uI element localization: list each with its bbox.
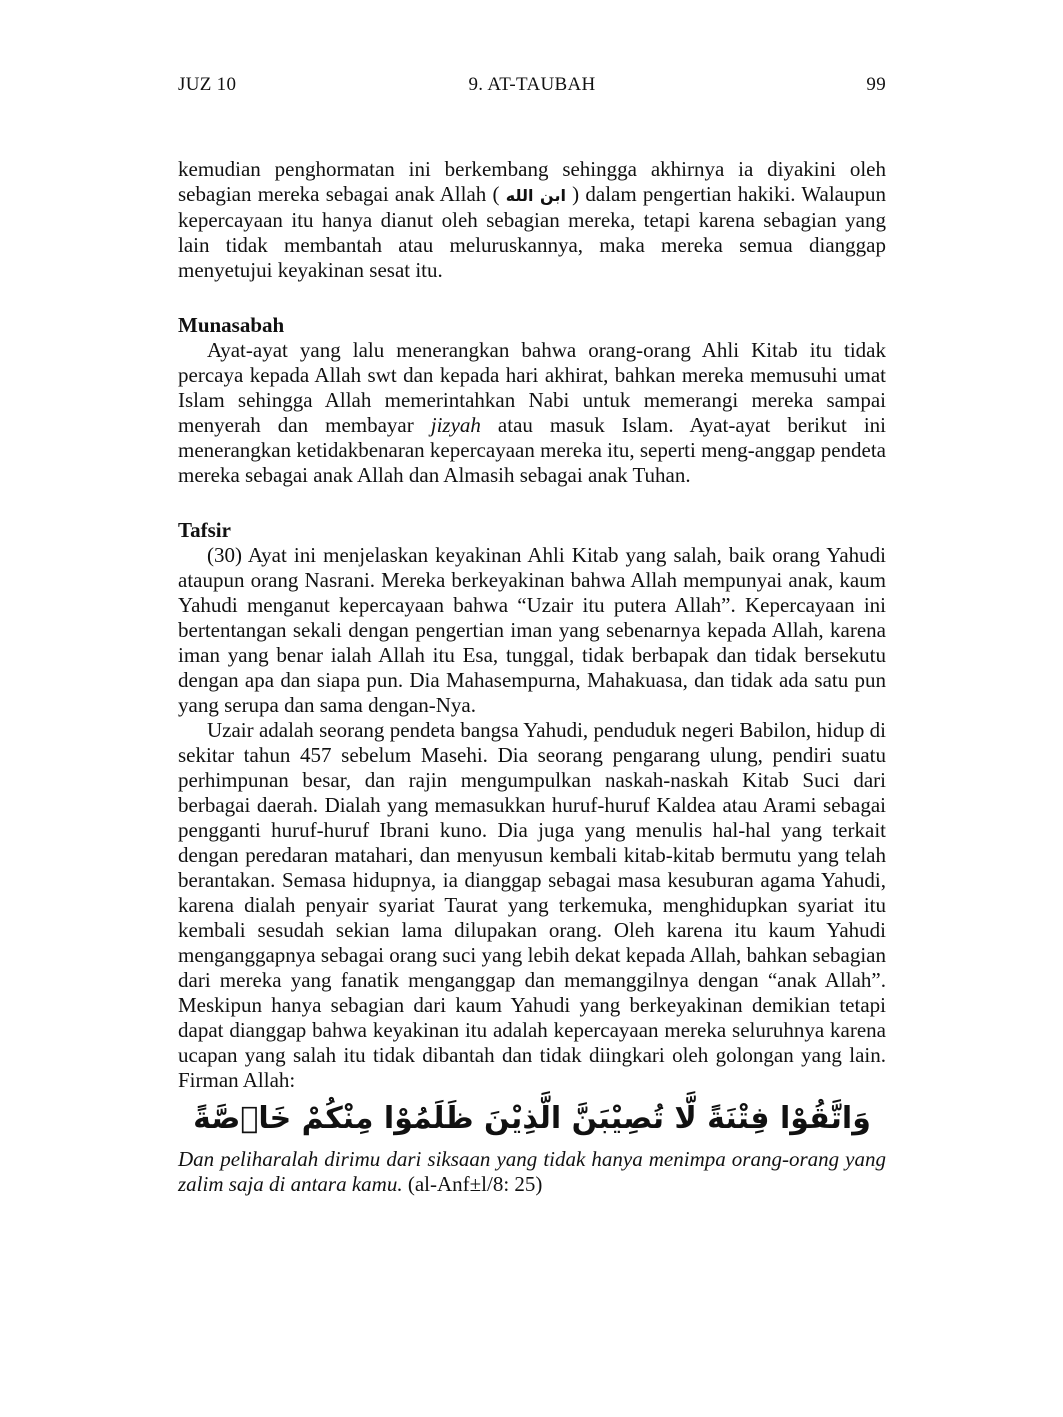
- intro-text-start: kemudian penghormatan ini berkembang sehingga akhirnya ia diyakini oleh sebagian mereka sebagai anak Allah (: [178, 157, 886, 206]
- page-body: [178, 157, 886, 1197]
- juz-label: JUZ 10: [178, 74, 237, 95]
- page-number: 99: [866, 74, 886, 95]
- munasabah-text-end: atau masuk Islam. Ayat-ayat berikut ini menerangkan ketidakbenaran kepercayaan mereka itu, seperti meng-anggap pendeta mereka sebagai anak Allah dan Almasih sebagai anak Tuhan.: [178, 413, 886, 487]
- intro-text-end: ) dalam pengertian hakiki. Walaupun kepercayaan itu hanya dianut oleh sebagian mereka, tetapi karena sebagian yang lain tidak membantah atau meluruskannya, maka mereka semua dianggap menyetujui keyakinan sesat itu.: [178, 182, 887, 282]
- verse-translation: [178, 1147, 886, 1197]
- surah-title: 9. AT-TAUBAH: [468, 74, 596, 95]
- munasabah-paragraph: [178, 338, 886, 488]
- jizyah-term: jizyah: [430, 413, 481, 437]
- tafsir-heading: Tafsir: [178, 518, 231, 542]
- verse-translation-text: Dan peliharalah dirimu dari siksaan yang tidak hanya menimpa orang-orang yang zalim saja di antara kamu.: [178, 1147, 886, 1196]
- quran-verse-arabic: وَاتَّقُوْا فِتْنَةً لَّا تُصِيْبَنَّ الَّذِيْنَ ظَلَمُوْا مِنْكُمْ خَاۤصَّةً: [193, 1101, 871, 1136]
- page-header: [178, 74, 886, 102]
- arabic-term-ibn-allah: ابن الله: [505, 186, 566, 205]
- verse-reference: (al-Anf±l/8: 25): [407, 1172, 543, 1196]
- munasabah-heading: Munasabah: [178, 313, 285, 337]
- tafsir-paragraph-2: Uzair adalah seorang pendeta bangsa Yahudi, penduduk negeri Babilon, hidup di sekitar tahun 457 sebelum Masehi. Dia seorang pengarang ulung, pendiri suatu perhimpunan besar, dan rajin mengumpulkan naskah-naskah Kitab Suci dari berbagai daerah. Dialah yang memasukkan huruf-huruf Kaldea atau Arami sebagai pengganti huruf-huruf Ibrani kuno. Dia juga yang menulis hal-hal yang terkait dengan peredaran matahari, dan menyusun kembali kitab-kitab bermutu yang telah berantakan. Semasa hidupnya, ia dianggap sebagai masa kesuburan agama Yahudi, karena dialah penyair syariat Taurat yang terkemuka, menghidupkan syariat itu kembali sesudah sekian lama dilupakan orang. Oleh karena itu kaum Yahudi menganggapnya sebagai orang suci yang lebih dekat kepada Allah, bahkan sebagian dari mereka yang fanatik menganggap dan memanggilnya dengan “anak Allah”. Meskipun hanya sebagian dari kaum Yahudi yang berkeyakinan demikian tetapi dapat dianggap bahwa keyakinan itu adalah kepercayaan mereka seluruhnya karena ucapan yang salah itu tidak dibantah dan tidak diingkari oleh golongan yang lain. Firman Allah:: [178, 718, 886, 1092]
- tafsir-paragraph-1: (30) Ayat ini menjelaskan keyakinan Ahli Kitab yang salah, baik orang Yahudi ataupun orang Nasrani. Mereka berkeyakinan bahwa Allah mempunyai anak, kaum Yahudi menganut kepercayaan bahwa “Uzair itu putera Allah”. Kepercayaan ini bertentangan sekali dengan pengertian iman yang sebenarnya kepada Allah, karena iman yang benar ialah Allah itu Esa, tunggal, tidak berbapak dan tidak bersekutu dengan apa dan siapa pun. Dia Mahasempurna, Mahakuasa, dan tidak ada satu pun yang serupa dan sama dengan-Nya.: [178, 543, 886, 717]
- munasabah-text-start: Ayat-ayat yang lalu menerangkan bahwa orang-orang Ahli Kitab itu tidak percaya kepada Allah swt dan kepada hari akhirat, bahkan mereka memusuhi umat Islam sehingga Allah memerintahkan Nabi untuk memerangi mereka sampai menyerah dan membayar: [178, 338, 886, 437]
- intro-paragraph: [178, 157, 886, 283]
